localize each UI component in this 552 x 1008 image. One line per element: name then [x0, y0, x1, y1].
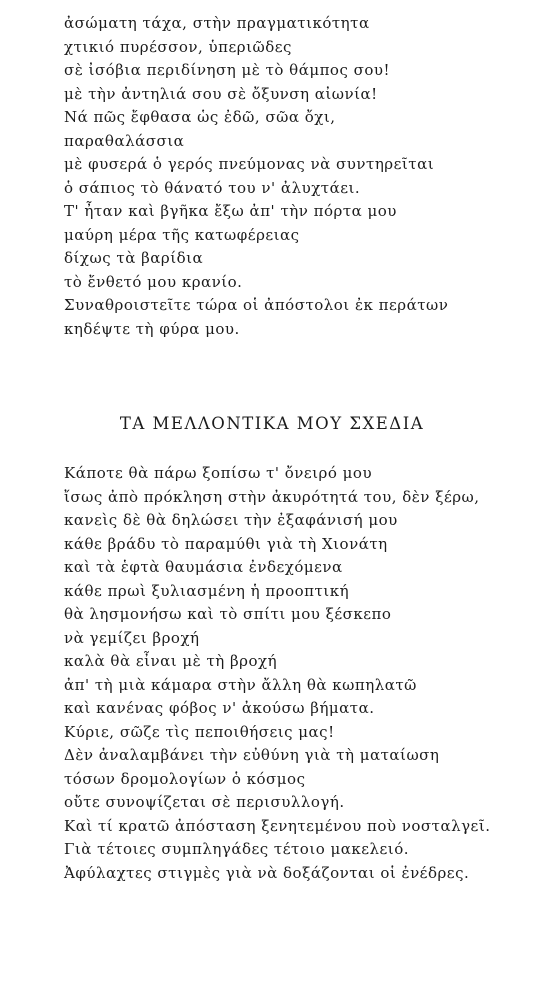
poem-line: καὶ τὰ ἑφτὰ θαυμάσια ἐνδεχόμενα	[64, 558, 343, 576]
poem-line: τὸ ἔνθετό μου κρανίο.	[64, 272, 243, 291]
poem-line: σὲ ἰσόβια περιδίνηση μὲ τὸ θάμπος σου!	[64, 61, 391, 79]
poem-line: κανεὶς δὲ θὰ δηλώσει τὴν ἐξαφάνισή μου	[64, 511, 398, 529]
poem-line: μαύρη μέρα τῆς κατωφέρειας	[64, 225, 300, 244]
poem-line: ἴσως ἀπὸ πρόκληση στὴν ἀκυρότητά του, δὲν ξέρω,	[64, 487, 480, 506]
poem-line: μὲ φυσερά ὁ γερός πνεύμονας νὰ συντηρεῖται	[64, 155, 435, 173]
poem-line: Νά πῶς ἔφθασα ὡς ἐδῶ, σῶα ὄχι,	[64, 108, 336, 126]
poem-line: Ἀφύλαχτες στιγμὲς γιὰ νὰ δοξάζονται οἱ ἐνέδρες.	[64, 863, 470, 882]
poem-line: ὁ σάπιος τὸ θάνατό του ν' ἀλυχτάει.	[64, 178, 361, 197]
poem-line: νὰ γεμίζει βροχή	[64, 628, 200, 647]
poem-line: μὲ τὴν ἀντηλιά σου σὲ ὄξυνση αἰωνία!	[64, 84, 378, 103]
poem-line: δίχως τὰ βαρίδια	[64, 249, 204, 267]
poem-line: Γιὰ τέτοιες συμπληγάδες τέτοιο μακελειό.	[64, 840, 409, 858]
poem-line: Κύριε, σῶζε τὶς πεποιθήσεις μας!	[64, 722, 335, 741]
poem-line: κάθε πρωὶ ξυλιασμένη ἡ προοπτική	[64, 581, 350, 600]
poem-line: κάθε βράδυ τὸ παραμύθι γιὰ τὴ Χιονάτη	[64, 534, 388, 553]
poem-line: καὶ κανένας φόβος ν' ἀκούσω βήματα.	[64, 699, 375, 717]
poem-2-stanza	[64, 462, 490, 885]
poem-line: οὔτε συνοψίζεται σὲ περισυλλογή.	[64, 793, 345, 811]
poem-line: παραθαλάσσια	[64, 131, 185, 150]
poem-line: καλὰ θὰ εἶναι μὲ τὴ βροχή	[64, 652, 278, 670]
poem-line: Κάποτε θὰ πάρω ξοπίσω τ' ὄνειρό μου	[64, 464, 373, 482]
poem-line: ἀσώματη τάχα, στὴν πραγματικότητα	[64, 14, 370, 32]
poem-title: ΤΑ ΜΕΛΛΟΝΤΙΚΑ ΜΟΥ ΣΧΕΔΙΑ	[119, 414, 425, 433]
poem-line: ἀπ' τὴ μιὰ κάμαρα στὴν ἄλλη θὰ κωπηλατῶ	[64, 675, 417, 694]
poem-line: τόσων δρομολογίων ὁ κόσμος	[64, 769, 306, 788]
poem-line: Τ' ἦταν καὶ βγῆκα ἔξω ἀπ' τὴν πόρτα μου	[64, 202, 397, 220]
poem-line: θὰ λησμονήσω καὶ τὸ σπίτι μου ξέσκεπο	[64, 605, 392, 623]
poem-line: Δὲν ἀναλαμβάνει τὴν εὐθύνη γιὰ τὴ ματαίωση	[64, 746, 440, 764]
poem-line: χτικιό πυρέσσον, ὑπεριῶδες	[64, 37, 292, 56]
poem-1-stanza	[64, 12, 448, 341]
poem-line: κηδέψτε τὴ φύρα μου.	[64, 319, 240, 338]
poem-line: Καὶ τί κρατῶ ἀπόσταση ξενητεμένου ποὺ νοσταλγεῖ.	[64, 816, 491, 835]
poem-line: Συναθροιστεῖτε τώρα οἱ ἀπόστολοι ἐκ περάτων	[64, 296, 449, 314]
